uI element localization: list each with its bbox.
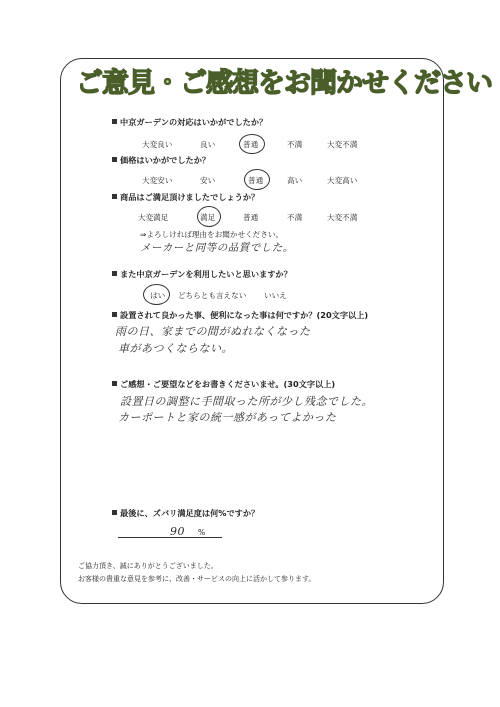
footer-thanks: ご協力頂き、誠にありがとうございました。 [78, 562, 218, 570]
selection-circle [244, 169, 270, 190]
question-benefits: 設置されて良かった事、便利になった事は何ですか？(20文字以上) [112, 310, 368, 321]
handwritten-answer-line: 雨の日、家までの間がぬれなくなった [115, 325, 311, 338]
percent-unit: % [198, 528, 206, 537]
selection-circle [239, 134, 265, 154]
question-satisfaction-percent: 最後に、ズバリ満足度は何%ですか？ [112, 508, 259, 519]
bullet-square-icon [112, 194, 117, 199]
option-normal[interactable]: 普通 [248, 176, 264, 185]
option-no[interactable]: いいえ [264, 291, 287, 300]
option-good[interactable]: 良い [200, 140, 216, 149]
question-staff-response: 中京ガーデンの対応はいかがでしたか？ [112, 117, 267, 128]
option-normal[interactable]: 普通 [243, 213, 259, 222]
option-neither[interactable]: どちらとも言えない [178, 291, 247, 300]
option-dissatisfied[interactable]: 不満 [287, 213, 303, 222]
question-price: 価格はいかがでしたか？ [112, 155, 210, 166]
bullet-square-icon [112, 381, 117, 386]
question-product-satisfaction: 商品はご満足頂けましたでしょうか？ [112, 192, 259, 203]
option-yes[interactable]: はい [150, 291, 166, 300]
option-very-expensive[interactable]: 大変高い [327, 176, 358, 185]
option-satisfied[interactable]: 満足 [200, 213, 216, 222]
option-expensive[interactable]: 高い [287, 176, 303, 185]
option-dissatisfied[interactable]: 不満 [287, 140, 303, 149]
answer-underline [118, 537, 222, 538]
handwritten-answer-line: 車があつくならない。 [118, 342, 233, 355]
handwritten-answer-line: カーポートと家の統一感があってよかった [118, 411, 337, 424]
option-very-cheap[interactable]: 大変安い [142, 176, 173, 185]
bullet-square-icon [112, 312, 117, 317]
bullet-square-icon [112, 157, 117, 162]
option-very-good[interactable]: 大変良い [142, 140, 173, 149]
option-very-satisfied[interactable]: 大変満足 [138, 213, 169, 222]
footer-note: お客様の貴重な意見を参考に、改善・サービスの向上に活かして参ります。 [78, 575, 316, 583]
option-normal[interactable]: 普通 [243, 140, 259, 149]
option-very-dissatisfied[interactable]: 大変不満 [327, 213, 358, 222]
selection-circle [197, 206, 221, 227]
bullet-square-icon [112, 510, 117, 515]
survey-title: ご意見・ご感想をお聞かせください [76, 68, 492, 99]
bullet-square-icon [112, 119, 117, 124]
satisfaction-value: 90 [170, 525, 185, 538]
reason-prompt: ⇒よろしければ理由をお聞かせください。 [140, 230, 284, 239]
bullet-square-icon [112, 271, 117, 276]
option-cheap[interactable]: 安い [200, 176, 216, 185]
handwritten-answer-line: 設置日の調整に手間取った所が少し残念でした。 [120, 395, 373, 408]
selection-circle [143, 284, 170, 305]
question-comments: ご感想・ご要望などをお書きくださいませ。(30文字以上) [112, 379, 335, 390]
option-very-dissatisfied[interactable]: 大変不満 [327, 140, 358, 149]
question-reuse: また中京ガーデンを利用したいと思いますか？ [112, 269, 292, 280]
handwritten-reason: メーカーと同等の品質でした。 [140, 242, 294, 254]
